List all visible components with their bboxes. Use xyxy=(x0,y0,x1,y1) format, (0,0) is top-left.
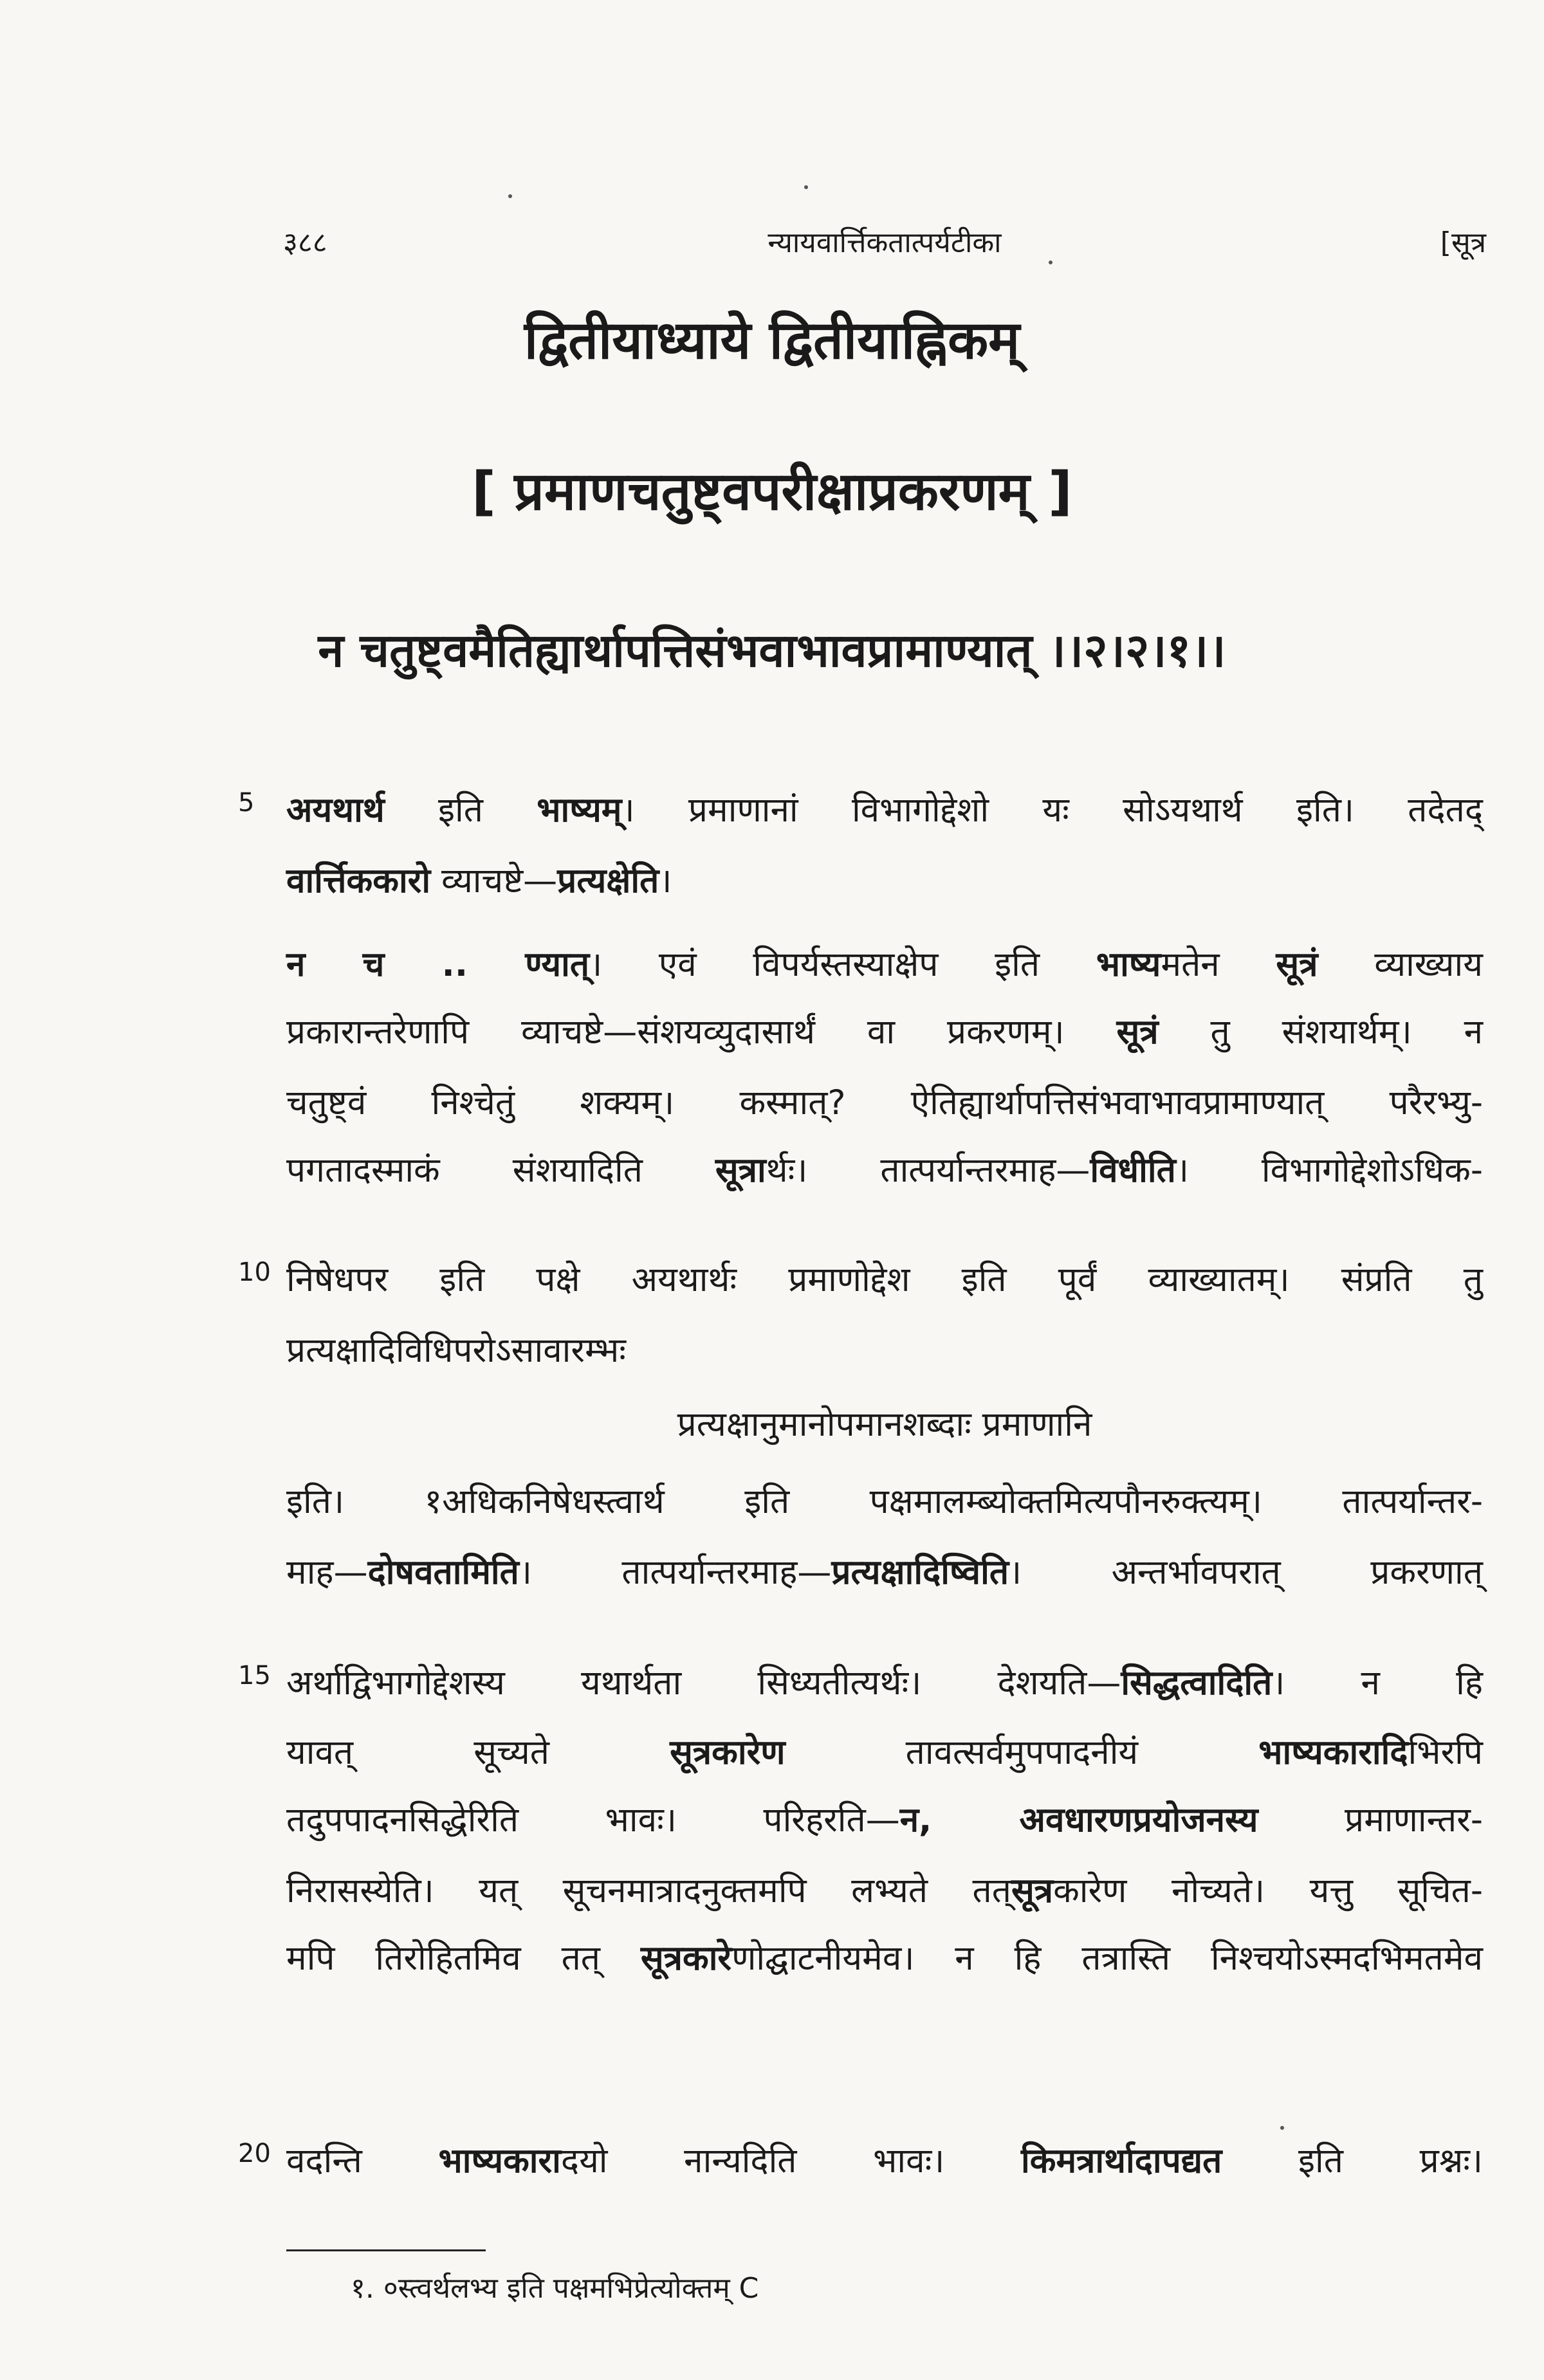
text-segment: व्याचष्टे— xyxy=(430,861,558,901)
text-segment: माह— xyxy=(286,1553,368,1592)
text-segment: तदुपपादनसिद्धेरिति भावः। परिहरति— xyxy=(286,1800,900,1840)
text-segment: निषेधपर इति पक्षे अयथार्थः प्रमाणोद्देश इति पूर्वं व्याख्यातम्। संप्रति तु xyxy=(286,1260,1483,1299)
text-segment: कारेण नोच्यते। यत्तु सूचित- xyxy=(1053,1871,1483,1910)
page-number: ३८८ xyxy=(283,226,327,259)
text-line xyxy=(286,1869,1483,1914)
text-segment: प्रत्यक्षानुमानोपमानशब्दाः प्रमाणानि xyxy=(677,1405,1092,1444)
text-line xyxy=(286,1328,1483,1373)
bold-term: भाष्यकारादि xyxy=(1258,1733,1408,1772)
bold-term: सूत्रं xyxy=(1276,945,1318,984)
text-segment: प्रकारान्तरेणापि व्याचष्टे—संशयव्युदासार्थं वा प्रकरणम्। xyxy=(286,1012,1117,1052)
bold-term: न च .. ण्यात् xyxy=(286,945,590,984)
text-line xyxy=(286,1479,1483,1524)
text-line xyxy=(286,1730,1483,1775)
scan-speck xyxy=(804,185,808,189)
text-segment: मपि तिरोहितमिव तत् xyxy=(286,1939,641,1978)
text-segment: । xyxy=(659,861,672,901)
bold-term: किमत्रार्थादापद्यत xyxy=(1021,2141,1222,2181)
scan-speck xyxy=(508,194,512,198)
text-segment: इति प्रश्नः। xyxy=(1222,2141,1483,2181)
text-segment: वदन्ति xyxy=(286,2141,439,2181)
bold-term: भाष्यम् xyxy=(537,791,622,830)
text-line xyxy=(286,1148,1483,1193)
line-number: 10 xyxy=(238,1258,271,1287)
text-line xyxy=(286,788,1483,833)
text-segment: भिरपि xyxy=(1408,1733,1483,1772)
text-segment: निरासस्येति। यत् सूचनमात्रादनुक्तमपि लभ्यते तत् xyxy=(286,1871,1011,1910)
scan-speck xyxy=(1280,2126,1284,2130)
text-segment: तु संशयार्थम्। न xyxy=(1158,1012,1483,1052)
text-line xyxy=(286,1936,1483,1981)
text-line xyxy=(286,1550,1483,1595)
section-marker: [सूत्र xyxy=(1440,226,1486,259)
text-segment: प्रमाणान्तर- xyxy=(1258,1800,1483,1840)
chapter-heading: द्वितीयाध्याये द्वितीयाह्निकम् xyxy=(524,310,1020,371)
text-segment: णोद्घाटनीयमेव। न हि तत्रास्ति निश्चयोऽस्मदभिमतमेव xyxy=(731,1939,1484,1978)
text-segment: । एवं विपर्यस्तस्याक्षेप इति xyxy=(589,945,1096,984)
footnote: १. ०स्त्वर्थलभ्य इति पक्षमभिप्रेत्योक्तम् C xyxy=(351,2272,759,2305)
text-segment: मतेन xyxy=(1161,945,1276,984)
footnote-rule xyxy=(286,2249,486,2251)
bold-term: विधीति xyxy=(1090,1151,1176,1190)
text-line xyxy=(286,1661,1483,1706)
bold-term: सूत्रकारे xyxy=(640,1939,732,1978)
running-header xyxy=(283,222,1486,267)
bold-term: न, अवधारणप्रयोजनस्य xyxy=(899,1800,1258,1840)
bold-term: भाष्य xyxy=(1096,945,1161,984)
bold-term: अयथार्थ xyxy=(286,791,385,830)
text-segment: चतुष्ट्वं निश्चेतुं शक्यम्। कस्मात्? ऐतिह्यार्थापत्तिसंभवाभावप्रामाण्यात् परैरभ्यु- xyxy=(286,1083,1483,1122)
text-segment: । तात्पर्यान्तरमाह— xyxy=(519,1553,832,1592)
section-heading: [ प्रमाणचतुष्ट्वपरीक्षाप्रकरणम् ] xyxy=(472,461,1072,522)
text-segment: इति xyxy=(384,791,537,830)
bold-term: प्रत्यक्षादिष्विति xyxy=(831,1553,1009,1592)
text-line xyxy=(286,1798,1483,1843)
text-segment: । न हि xyxy=(1272,1663,1483,1703)
text-line xyxy=(286,1258,1483,1303)
line-number: 20 xyxy=(238,2139,271,2168)
text-line xyxy=(286,942,1483,987)
text-line xyxy=(286,1081,1483,1126)
bold-term: भाष्यकारा xyxy=(438,2141,561,2181)
bold-term: प्रत्यक्षेति xyxy=(557,861,659,901)
bold-term: दोषवतामिति xyxy=(367,1553,519,1592)
text-line xyxy=(286,1402,1483,1447)
line-number: 15 xyxy=(238,1661,271,1690)
text-segment: इति। १अधिकनिषेधस्त्वार्थ इति पक्षमालम्ब्योक्तमित्यपौनरुक्त्यम्। तात्पर्यान्तर- xyxy=(286,1482,1483,1521)
bold-term: सूत्रा xyxy=(715,1151,766,1190)
text-segment: यावत् सूच्यते xyxy=(286,1733,670,1772)
text-segment: । प्रमाणानां विभागोद्देशो यः सोऽयथार्थ इति। तदेतद् xyxy=(621,791,1484,830)
text-segment: प्रत्यक्षादिविधिपरोऽसावारम्भः xyxy=(286,1331,626,1370)
text-segment: । विभागोद्देशोऽधिक- xyxy=(1175,1151,1483,1190)
text-segment: र्थः। तात्पर्यान्तरमाह— xyxy=(766,1151,1090,1190)
bold-term: सूत्रं xyxy=(1116,1012,1159,1052)
running-title: न्यायवार्त्तिकतात्पर्यटीका xyxy=(767,226,1002,259)
scan-speck xyxy=(1049,261,1052,264)
text-segment: पगतादस्माकं संशयादिति xyxy=(286,1151,715,1190)
text-segment: अर्थाद्विभागोद्देशस्य यथार्थता सिध्यतीत्यर्थः। देशयति— xyxy=(286,1663,1121,1703)
text-segment: दयो नान्यदिति भावः। xyxy=(560,2141,1022,2181)
text-line xyxy=(286,859,1483,904)
text-line xyxy=(286,1010,1483,1055)
bold-term: वार्त्तिककारो xyxy=(286,861,431,901)
bold-term: सिद्धत्वादिति xyxy=(1121,1663,1273,1703)
bold-term: सूत्र xyxy=(1011,1871,1054,1910)
bold-term: सूत्रकारेण xyxy=(670,1733,786,1772)
text-segment: । अन्तर्भावपरात् प्रकरणात् xyxy=(1009,1553,1483,1592)
sutra-text: न चतुष्ट्वमैतिह्यार्थापत्तिसंभवाभावप्रामाण्यात् ।।२।२।१।। xyxy=(318,623,1226,677)
text-line xyxy=(286,2139,1483,2184)
text-segment: व्याख्याय xyxy=(1318,945,1484,984)
text-segment: तावत्सर्वमुपपादनीयं xyxy=(785,1733,1259,1772)
line-number: 5 xyxy=(238,788,255,818)
